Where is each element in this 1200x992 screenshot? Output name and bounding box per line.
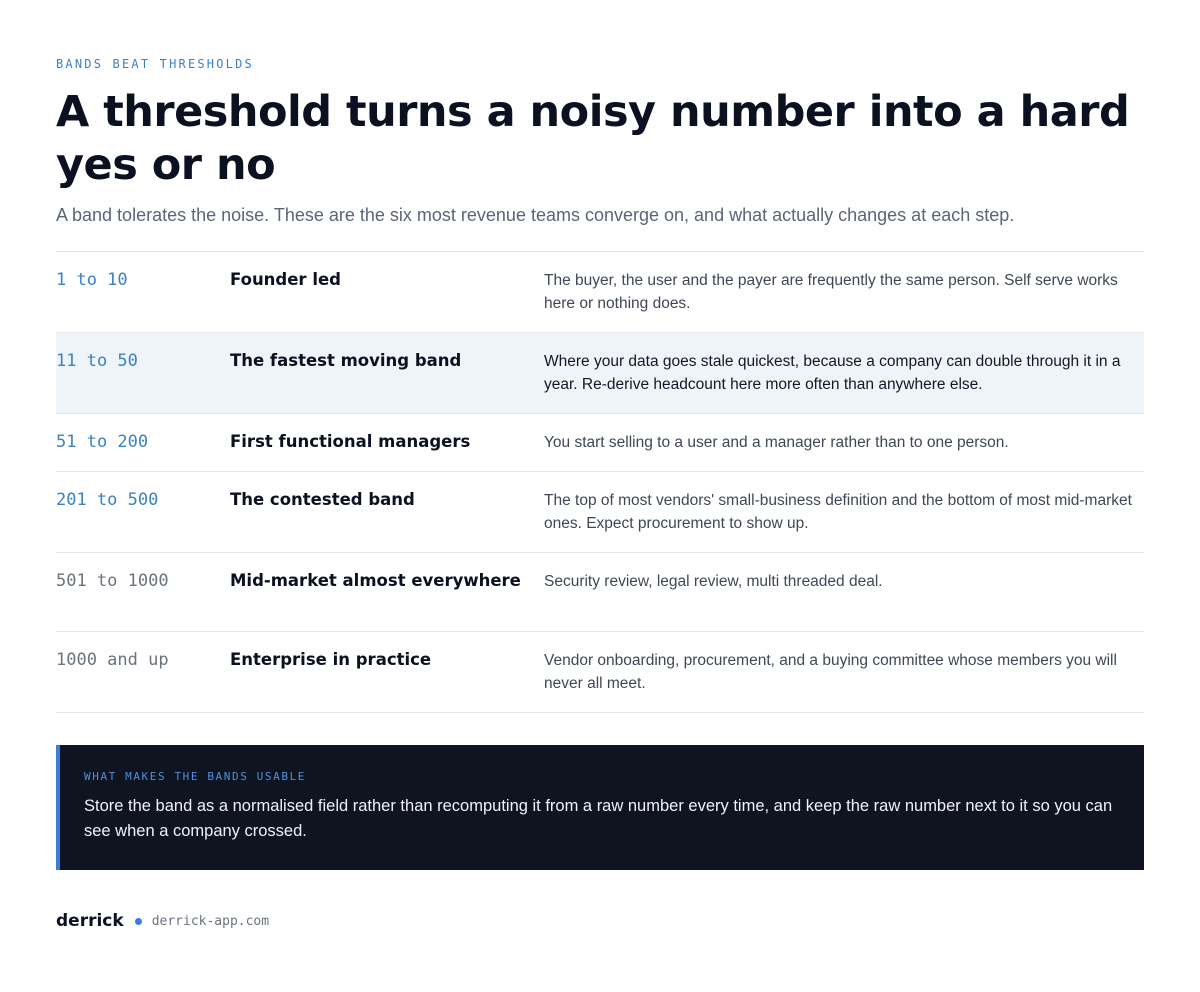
page-title: A threshold turns a noisy number into a hard yes or no [56,87,1130,190]
band-name: The contested band [230,490,415,509]
band-description: The top of most vendors' small-business definition and the bottom of most mid-market ones. Expect procurement to show up. [544,492,1132,532]
band-range: 201 to 500 [56,490,159,510]
band-range: 1000 and up [56,650,169,670]
band-description: You start selling to a user and a manager rather than to one person. [544,434,1009,451]
band-name: The fastest moving band [230,351,462,370]
band-name: Enterprise in practice [230,650,432,669]
footer [56,911,1144,931]
band-row [56,553,1144,632]
band-row [56,252,1144,333]
band-name: Founder led [230,270,341,289]
band-row [56,414,1144,472]
band-description: The buyer, the user and the payer are frequently the same person. Self serve works here or nothing does. [544,272,1118,312]
band-description: Where your data goes stale quickest, because a company can double through it in a year. Re-derive headcount here more often than anywhere else. [544,353,1121,393]
band-row-highlighted [56,333,1144,414]
band-range: 51 to 200 [56,432,149,452]
band-row [56,472,1144,553]
band-description: Security review, legal review, multi threaded deal. [544,573,883,590]
band-name: First functional managers [230,432,471,451]
callout-box [56,745,1144,870]
band-range: 1 to 10 [56,270,128,290]
band-description: Vendor onboarding, procurement, and a buying committee whose members you will never all meet. [544,652,1117,692]
brand-logo: derrick [56,911,124,931]
band-row [56,632,1144,713]
bands-table [56,251,1144,713]
separator-dot-icon [135,918,142,925]
callout-label: WHAT MAKES THE BANDS USABLE [84,770,307,783]
band-range: 11 to 50 [56,351,138,371]
page-subtitle: A band tolerates the noise. These are the six most revenue teams converge on, and what actually changes at each step. [56,205,1015,225]
callout-text: Store the band as a normalised field rather than recomputing it from a raw number every time, and keep the raw number next to it so you can see when a company crossed. [84,797,1113,840]
site-url: derrick-app.com [151,913,270,929]
band-range: 501 to 1000 [56,571,169,591]
band-name: Mid-market almost everywhere [230,571,521,590]
eyebrow: BANDS BEAT THRESHOLDS [56,57,254,71]
